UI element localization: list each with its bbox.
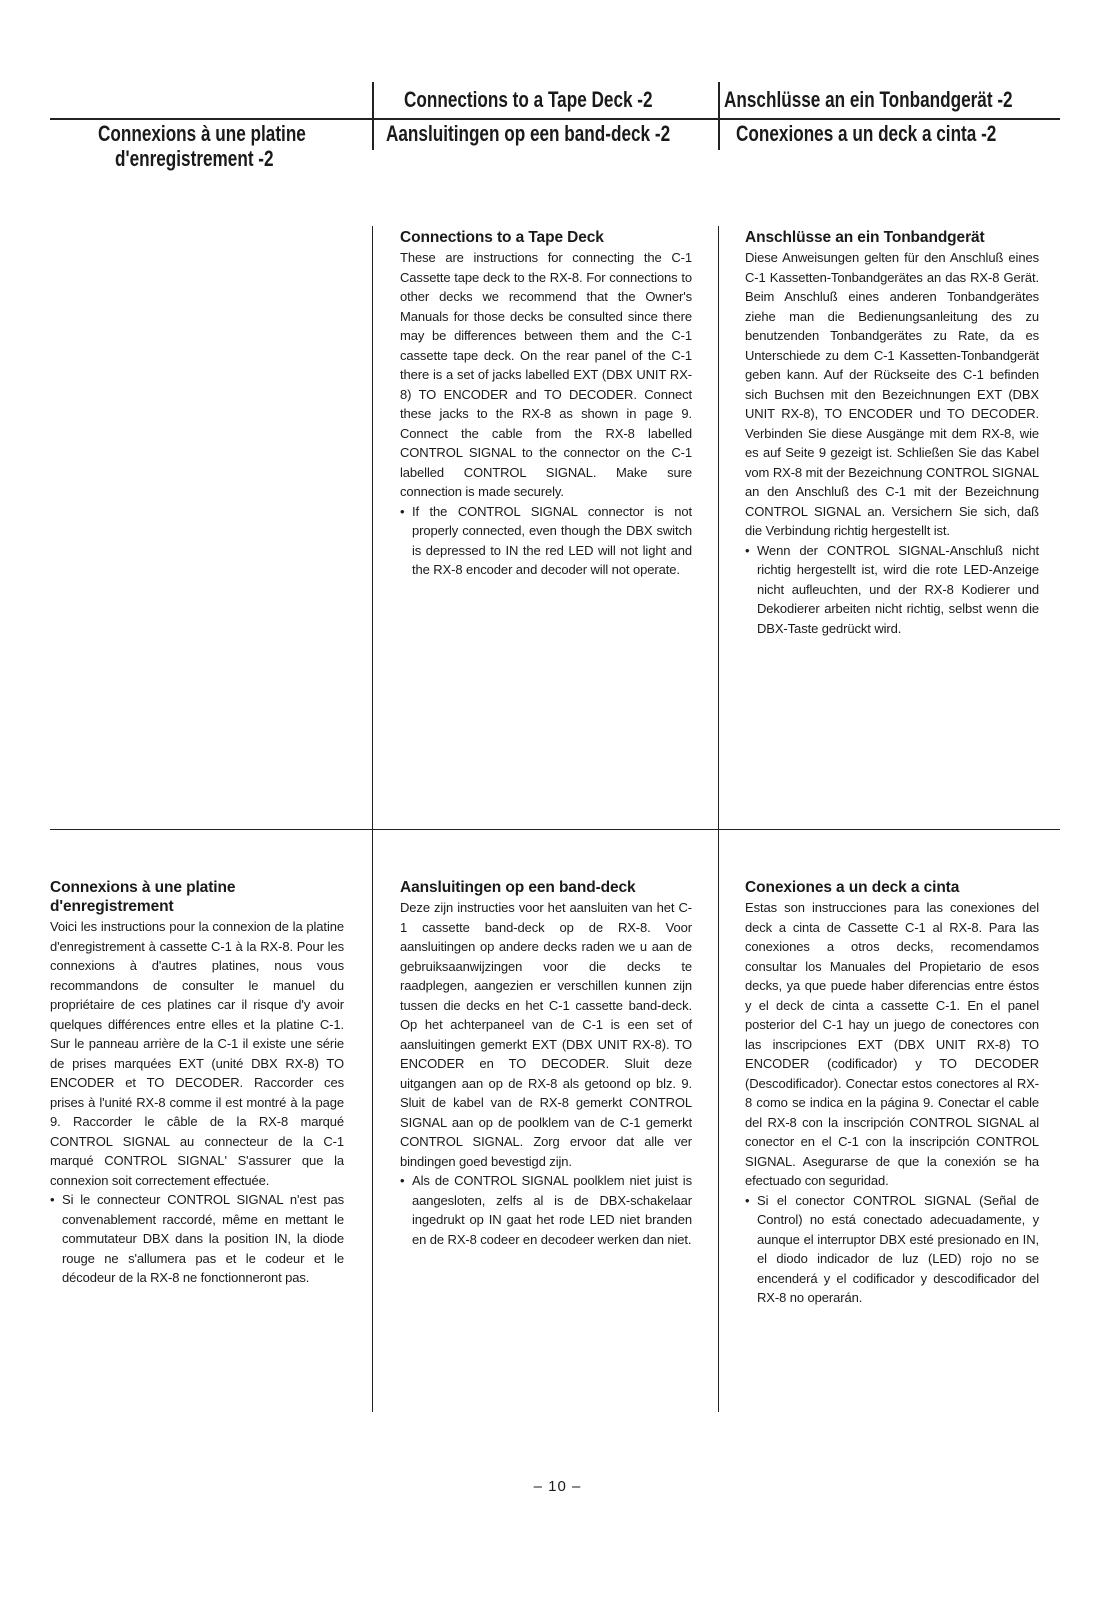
section-title-fr-line2: d'enregistrement: [50, 898, 174, 915]
section-body-es: Estas son instrucciones para las conexiones del deck a cinta de Cassette C-1 al RX-8. Para las conexiones a otros decks, recomendamos consultar los Manuales del Propietario de esos decks, ya que puede haber diferencias entre éstos y el deck de cinta a cassette C-1. En el panel posterior del C-1 hay un juego de conectores con las inscripciones EXT (DBX UNIT RX-8) TO ENCODER (codificador) y TO DECODER (Descodificador). Conectar estos conectores al RX-8 como se indica en la página 9. Conectar el cable del RX-8 con la inscripción CONTROL SIGNAL al conector en el C-1 con la inscripción CONTROL SIGNAL. Asegurarse de que la conexión se ha efectuado con seguridad.: [745, 900, 1039, 1188]
section-title-fr-line1: Connexions à une platine: [50, 879, 236, 896]
section-note-de: [745, 541, 1039, 639]
section-body-de: Diese Anweisungen gelten für den Anschluß eines C-1 Kassetten-Tonbandgerätes an das RX-8 Gerät. Beim Anschluß eines anderen Tonbandgerätes ziehe man die Bedienungsanleitung des zu benutzenden Tonbandgerätes zu Rate, da es Unterschiede zu dem C-1 Kassetten-Tonbandgerät geben kann. Auf der Rückseite des C-1 befinden sich Buchsen mit den Bezeichnungen EXT (DBX UNIT RX-8), TO ENCODER und TO DECODER. Verbinden Sie diese Ausgänge mit dem RX-8, wie es auf Seite 9 gezeigt ist. Schließen Sie das Kabel vom RX-8 mit der Bezeichnung CONTROL SIGNAL an den Anschluß des C-1 mit der Bezeichnung CONTROL SIGNAL an. Versichern Sie sich, daß die Verbindung richtig hergestellt ist.: [745, 250, 1039, 538]
header-rule: [50, 118, 1060, 120]
header-title-de: Anschlüsse an ein Tonbandgerät -2: [724, 87, 1013, 112]
section-body-fr: Voici les instructions pour la connexion de la platine d'enregistrement à cassette C-1 à la RX-8. Pour les connexions à d'autres platines, nous vous recommandons de consulter le manuel du propriétaire de ces platines car il risque d'y avoir quelques différences entre elles et la platine C-1. Sur le panneau arrière de la C-1 il existe une série de prises marquées EXT (unité DBX RX-8) TO ENCODER et TO DECODER. Raccorder ces prises à l'unité RX-8 comme il est montré à la page 9. Raccorder le câble de la RX-8 marqué CONTROL SIGNAL au connecteur de la C-1 marqué CONTROL SIGNAL' S'assurer que la connexion soit correctement effectuée.: [50, 919, 344, 1188]
bullet-dot: •: [400, 503, 405, 519]
column-divider-left-top: [372, 226, 373, 830]
section-note-es: [745, 1191, 1039, 1308]
header-divider-left: [372, 82, 374, 150]
bullet-dot: •: [745, 542, 750, 558]
header-title-fr-line1: Connexions à une platine: [98, 121, 306, 146]
header-title-es: Conexiones a un deck a cinta -2: [736, 121, 997, 146]
section-note-text-en: If the CONTROL SIGNAL connector is not properly connected, even though the DBX switch is depressed to IN the red LED will not light and the RX-8 encoder and decoder will not operate.: [412, 503, 692, 577]
section-de: [745, 228, 1039, 638]
section-note-fr: [50, 1190, 344, 1288]
middle-rule: [50, 829, 1060, 830]
header-divider-right: [718, 82, 720, 150]
section-title-es: Conexiones a un deck a cinta: [745, 879, 960, 896]
bullet-dot: •: [50, 1192, 55, 1207]
section-nl: [400, 878, 692, 1249]
section-body-nl: Deze zijn instructies voor het aansluiten van het C-1 cassette band-deck op de RX-8. Voor aansluitingen op andere decks raden we u aan de gebruiksaanwijzingen voor die decks te raadplegen, aangezien er verschillen kunnen zijn tussen die decks en het C-1 cassette band-deck. Op het achterpaneel van de C-1 is een set of aansluitingen gemerkt EXT (DBX UNIT RX-8). TO ENCODER en TO DECODER. Sluit deze uitgangen aan op de RX-8 als getoond op blz. 9. Sluit de kabel van de RX-8 gemerkt CONTROL SIGNAL aan op de poolklem van de C-1 gemerkt CONTROL SIGNAL. Zorg ervoor dat alle ver bindingen goed bevestigd zijn.: [400, 900, 692, 1169]
page-number: – 10 –: [533, 1478, 582, 1495]
section-note-text-fr: Si le connecteur CONTROL SIGNAL n'est pas convenablement raccordé, même en mettant le commutateur DBX dans la position IN, la diode rouge ne s'allumera pas et le codeur et le décodeur de la RX-8 ne fonctionneront pas.: [62, 1192, 344, 1285]
bullet-dot: •: [745, 1192, 750, 1208]
section-note-text-es: Si el conector CONTROL SIGNAL (Señal de Control) no está conectado adecuadamente, y aunque el interruptor DBX esté presionado en IN, el diodo indicador de luz (LED) rojo no se encenderá y el codificador y descodificador del RX-8 no operarán.: [757, 1192, 1039, 1305]
column-divider-right-bottom: [718, 830, 719, 1412]
section-title-de: Anschlüsse an ein Tonbandgerät: [745, 229, 985, 246]
bullet-dot: •: [400, 1173, 405, 1188]
section-note-text-de: Wenn der CONTROL SIGNAL-Anschluß nicht richtig hergestellt ist, wird die rote LED-Anzeige nicht aufleuchten, und der RX-8 Kodierer und Dekodierer arbeiten nicht richtig, selbst wenn die DBX-Taste gedrückt wird.: [757, 542, 1039, 636]
section-fr: [50, 878, 344, 1288]
column-divider-right-top: [718, 226, 719, 830]
header-title-en: Connections to a Tape Deck -2: [404, 87, 653, 112]
header-title-nl: Aansluitingen op een band-deck -2: [386, 121, 671, 146]
section-title-nl: Aansluitingen op een band-deck: [400, 879, 636, 896]
section-body-en: These are instructions for connecting the C-1 Cassette tape deck to the RX-8. For connections to other decks we recommend that the Owner's Manuals for those decks be consulted since there may be differences between them and the C-1 cassette tape deck. On the rear panel of the C-1 there is a set of jacks labelled EXT (DBX UNIT RX-8) TO ENCODER and TO DECODER. Connect these jacks to the RX-8 as shown in page 9. Connect the cable from the RX-8 labelled CONTROL SIGNAL to the connector on the C-1 labelled CONTROL SIGNAL. Make sure connection is made securely.: [400, 250, 692, 499]
section-note-en: [400, 502, 692, 580]
header-title-fr-line2: d'enregistrement -2: [115, 146, 274, 171]
section-note-nl: [400, 1171, 692, 1249]
section-title-fr: [50, 878, 344, 916]
section-note-text-nl: Als de CONTROL SIGNAL poolklem niet juist is aangesloten, zelfs al is de DBX-schakelaar ingedrukt op IN gaat het rode LED niet branden en de RX-8 codeer en decodeer werken dan niet.: [412, 1173, 692, 1247]
section-es: [745, 878, 1039, 1308]
section-en: [400, 228, 692, 580]
column-divider-left-bottom: [372, 830, 373, 1412]
section-title-en: Connections to a Tape Deck: [400, 229, 604, 246]
